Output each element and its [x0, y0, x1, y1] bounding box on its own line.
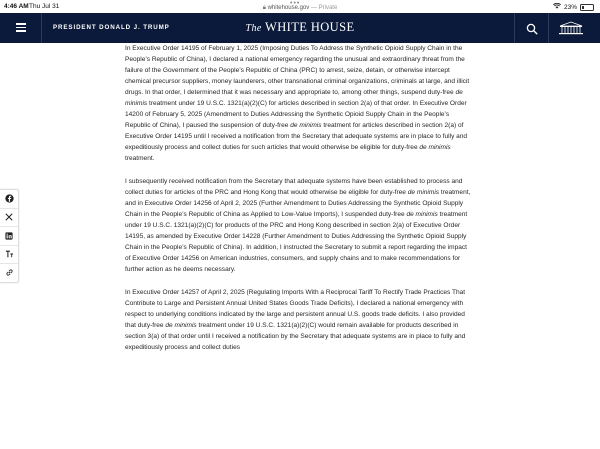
status-bar [0, 0, 600, 13]
logo-prefix: The [245, 23, 262, 34]
status-indicators [553, 3, 594, 11]
multitasking-dots-icon[interactable]: ••• [290, 0, 301, 7]
lock-icon: 🔒︎ [262, 5, 266, 11]
status-date: Thu Jul 31 [29, 3, 60, 10]
header-divider [514, 13, 515, 43]
logo-text: WHITE HOUSE [265, 20, 355, 34]
address-bar[interactable]: 🔒︎ whitehouse.gov — Private [262, 5, 338, 11]
search-icon[interactable] [526, 22, 538, 34]
linkedin-icon[interactable] [0, 227, 18, 246]
wifi-icon [553, 3, 561, 11]
status-time: 4:46 AM [4, 3, 29, 10]
private-mode-label: Private [318, 5, 338, 11]
article-paragraph: In Executive Order 14195 of February 1, 2025 (Imposing Duties To Address the Synthetic Opioid Supply Chain in the People’s Republic of China), I declared a national emergency regarding the unusual and extraordinary threat from the failure of the Government of the People’s Republic of China (PRC) to arrest, seize, detain, or otherwise intercept chemical precursor suppliers, money launderers, other transnational criminal organizations, criminals at large, and illicit drugs. In that order, I determined that it was necessary and appropriate to, among other things, suspend duty-free de minimis treatment under 19 U.S.C. 1321(a)(2)(C) for articles described in section 2(a) of that order. In Executive Order 14200 of February 5, 2025 (Amendment to Duties Addressing the Synthetic Opioid Supply Chain in the People’s Republic of China), I paused the suspension of duty-free de minimis treatment for articles described in section 2(a) of Executive Order 14195 until I received a notification from the Secretary that adequate systems are in place to fully and expeditiously process and collect duties for such articles that would otherwise be eligible for duty-free de minimis treatment. [125, 45, 470, 162]
site-header [0, 13, 600, 43]
text-size-icon[interactable] [0, 246, 18, 265]
battery-percent: 23% [563, 3, 577, 11]
white-house-emblem-icon[interactable] [557, 21, 585, 35]
facebook-icon[interactable] [0, 190, 18, 209]
article-paragraph: I subsequently received notification from the Secretary that adequate systems have been established to process and collect duties for articles of the PRC and Hong Kong that would otherwise be eligible for duty-free de minimis treatment, and in Executive Order 14256 of April 2, 2025 (Further Amendment to Duties Addressing the Synthetic Opioid Supply Chain in the People’s Republic of China as Applied to Low-Value Imports), I suspended duty-free de minimis treatment under 19 U.S.C. 1321(a)(2)(C) for products of the PRC and Hong Kong described in section 2(a) of Executive Order 14195, as amended by Executive Order 14228 (Further Amendment to Duties Addressing the Synthetic Opioid Supply Chain in the People’s Republic of China). In addition, I instructed the Secretary to submit a report regarding the impact of Executive Order 14256 on American industries, consumers, and supply chains and to make recommendations for further action as he deems necessary. [125, 178, 471, 273]
article-body [125, 43, 473, 353]
article-paragraph: In Executive Order 14257 of April 2, 2025 (Regulating Imports With a Reciprocal Tariff To Rectify Trade Practices That Contribute to Large and Persistent Annual United States Goods Trade Deficits), I declared a national emergency with respect to underlying conditions indicated by the large and persistent annual U.S. goods trade deficits. I also provided that duty-free de minimis treatment under 19 U.S.C. 1321(a)(2)(C) would remain available for products described in section 3(a) of that order until I received a notification by the Secretary that adequate systems are in place to fully and expeditiously process and collect duties [125, 289, 466, 351]
x-icon[interactable] [0, 209, 18, 228]
link-icon[interactable] [0, 264, 18, 282]
site-logo[interactable] [0, 20, 600, 35]
president-label[interactable]: PRESIDENT DONALD J. TRUMP [53, 24, 170, 31]
address-url: whitehouse.gov [267, 5, 310, 11]
header-divider [548, 13, 549, 43]
battery-icon [580, 4, 594, 11]
share-rail [0, 189, 19, 283]
